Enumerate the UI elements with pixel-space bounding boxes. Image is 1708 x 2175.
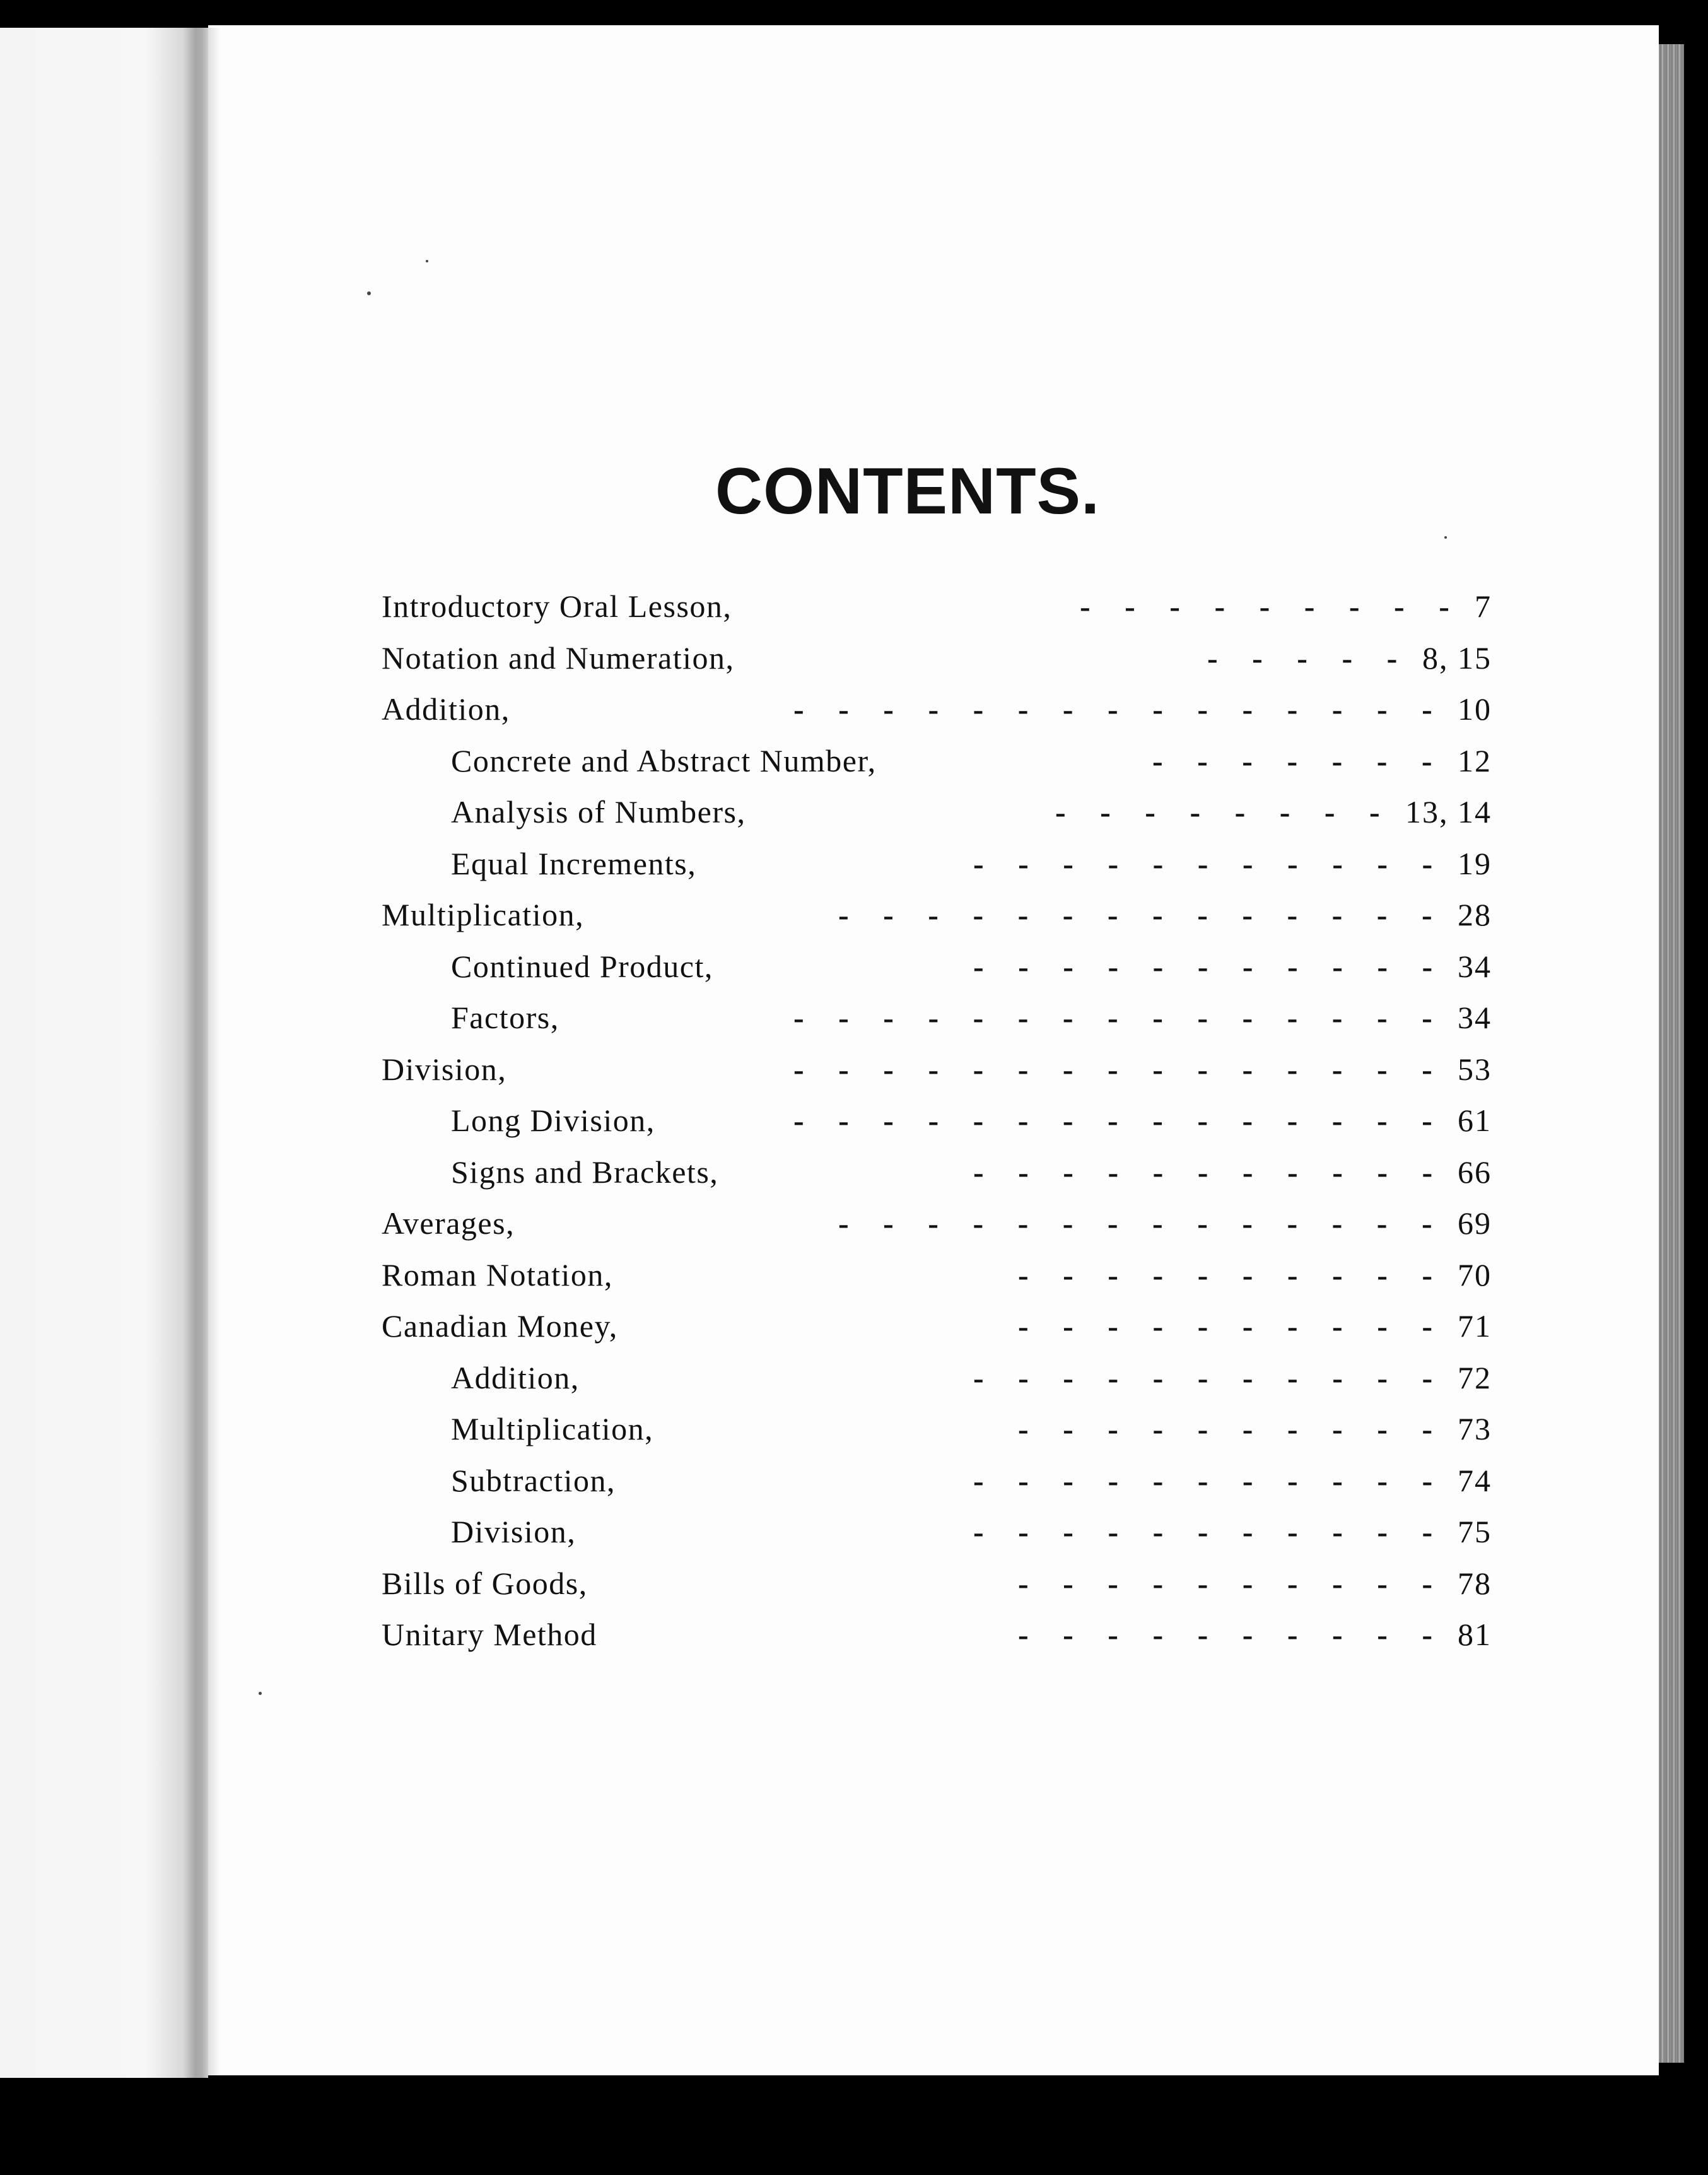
toc-entry-title: Analysis of Numbers, [451,794,746,830]
toc-entry [382,580,1492,632]
toc-entry [382,1557,1492,1609]
toc-entry-leader-dots: - - - - - - - - - - - [973,1462,1433,1498]
toc-entry [382,1249,1492,1301]
toc-entry [451,1094,1492,1146]
toc-entry-title: Introductory Oral Lesson, [382,589,732,624]
toc-entry-title: Long Division, [451,1103,655,1138]
toc-entry [382,889,1492,941]
toc-entry-page-number: 19 [1458,845,1492,881]
toc-entry-page-number: 8, 15 [1422,640,1492,676]
toc-entry-title: Multiplication, [451,1411,654,1446]
toc-entry-leader-dots: - - - - - - - - - - [1018,1257,1433,1293]
toc-entry-leader-dots: - - - - - - - - - - [1018,1411,1433,1446]
toc-entry [451,992,1492,1043]
toc-entry-leader-dots: - - - - - - - - - - - - - - - [793,691,1432,727]
toc-entry [382,1197,1492,1249]
toc-entry-title: Continued Product, [451,948,713,984]
toc-entry-leader-dots: - - - - - - - - - - - [973,845,1433,881]
toc-entry-title: Division, [451,1514,576,1549]
toc-entry-page-number: 34 [1458,1000,1492,1035]
toc-entry-page-number: 28 [1458,897,1492,932]
toc-entry [382,632,1492,684]
toc-entry-title: Multiplication, [382,897,585,932]
toc-entry-title: Addition, [382,691,510,727]
toc-entry-leader-dots: - - - - - - - - - - - - - - [838,897,1432,932]
toc-entry-leader-dots: - - - - - - - - - - - [973,948,1433,984]
page-title: CONTENTS. [715,455,1100,528]
toc-entry-page-number: 74 [1458,1462,1492,1498]
toc-entry-title: Subtraction, [451,1462,616,1498]
toc-entry-leader-dots: - - - - - - - - - - - - - - - [793,1103,1432,1138]
toc-entry-title: Notation and Numeration, [382,640,735,676]
toc-entry-page-number: 78 [1458,1565,1492,1601]
toc-entry-leader-dots: - - - - - - - - - - - [973,1514,1433,1549]
toc-entry-page-number: 75 [1458,1514,1492,1549]
toc-entry-title: Canadian Money, [382,1308,618,1344]
toc-entry [451,941,1492,992]
toc-entry [451,735,1492,787]
toc-entry-leader-dots: - - - - - - - - - - - - - - - [793,1051,1432,1087]
toc-entry-leader-dots: - - - - - - - - - - - [973,1154,1433,1190]
toc-entry-page-number: 72 [1458,1359,1492,1395]
toc-entry-page-number: 13, 14 [1405,794,1492,830]
toc-entry [451,1403,1492,1455]
toc-entry-leader-dots: - - - - - - - - - - - - - - - [793,1000,1432,1035]
toc-entry [451,1352,1492,1404]
toc-entry [451,1146,1492,1198]
toc-entry-title: Signs and Brackets, [451,1154,719,1190]
toc-entry-page-number: 71 [1458,1308,1492,1344]
toc-entry-leader-dots: - - - - - - - - - - [1018,1565,1433,1601]
toc-entry [382,1609,1492,1660]
toc-entry-leader-dots: - - - - - - - [1152,742,1432,778]
toc-entry-title: Division, [382,1051,507,1087]
toc-entry [451,786,1492,838]
toc-entry-leader-dots: - - - - - - - - - - - - - - [838,1205,1432,1241]
toc-entry-title: Unitary Method [382,1617,597,1652]
toc-entry-page-number: 69 [1458,1205,1492,1241]
toc-entry-leader-dots: - - - - - - - - - - [1018,1617,1433,1652]
toc-entry-title: Bills of Goods, [382,1565,588,1601]
toc-entry-page-number: 34 [1458,948,1492,984]
toc-entry-title: Averages, [382,1205,515,1241]
toc-entry [451,838,1492,889]
toc-entry [382,683,1492,735]
toc-entry-page-number: 70 [1458,1257,1492,1293]
toc-entry-page-number: 61 [1458,1103,1492,1138]
toc-entry [382,1300,1492,1352]
toc-entry-page-number: 7 [1475,589,1492,624]
toc-entry-leader-dots: - - - - - [1207,640,1398,676]
toc-entry-leader-dots: - - - - - - - - [1055,794,1380,830]
toc-entry-page-number: 81 [1458,1617,1492,1652]
toc-entry [451,1506,1492,1557]
toc-entry-leader-dots: - - - - - - - - - - [1018,1308,1433,1344]
toc-entry-page-number: 73 [1458,1411,1492,1446]
toc-entry-page-number: 10 [1458,691,1492,727]
toc-entry-title: Roman Notation, [382,1257,613,1293]
toc-entry-page-number: 66 [1458,1154,1492,1190]
toc-entry-title: Addition, [451,1359,580,1395]
toc-entry-title: Concrete and Abstract Number, [451,742,877,778]
toc-entry [382,1043,1492,1095]
toc-entry-leader-dots: - - - - - - - - - - - [973,1359,1433,1395]
toc-entry-leader-dots: - - - - - - - - - [1080,589,1449,624]
toc-entry-title: Factors, [451,1000,559,1035]
toc-entry [451,1455,1492,1506]
toc-entry-title: Equal Increments, [451,845,697,881]
toc-entry-page-number: 53 [1458,1051,1492,1087]
toc-entry-page-number: 12 [1458,742,1492,778]
